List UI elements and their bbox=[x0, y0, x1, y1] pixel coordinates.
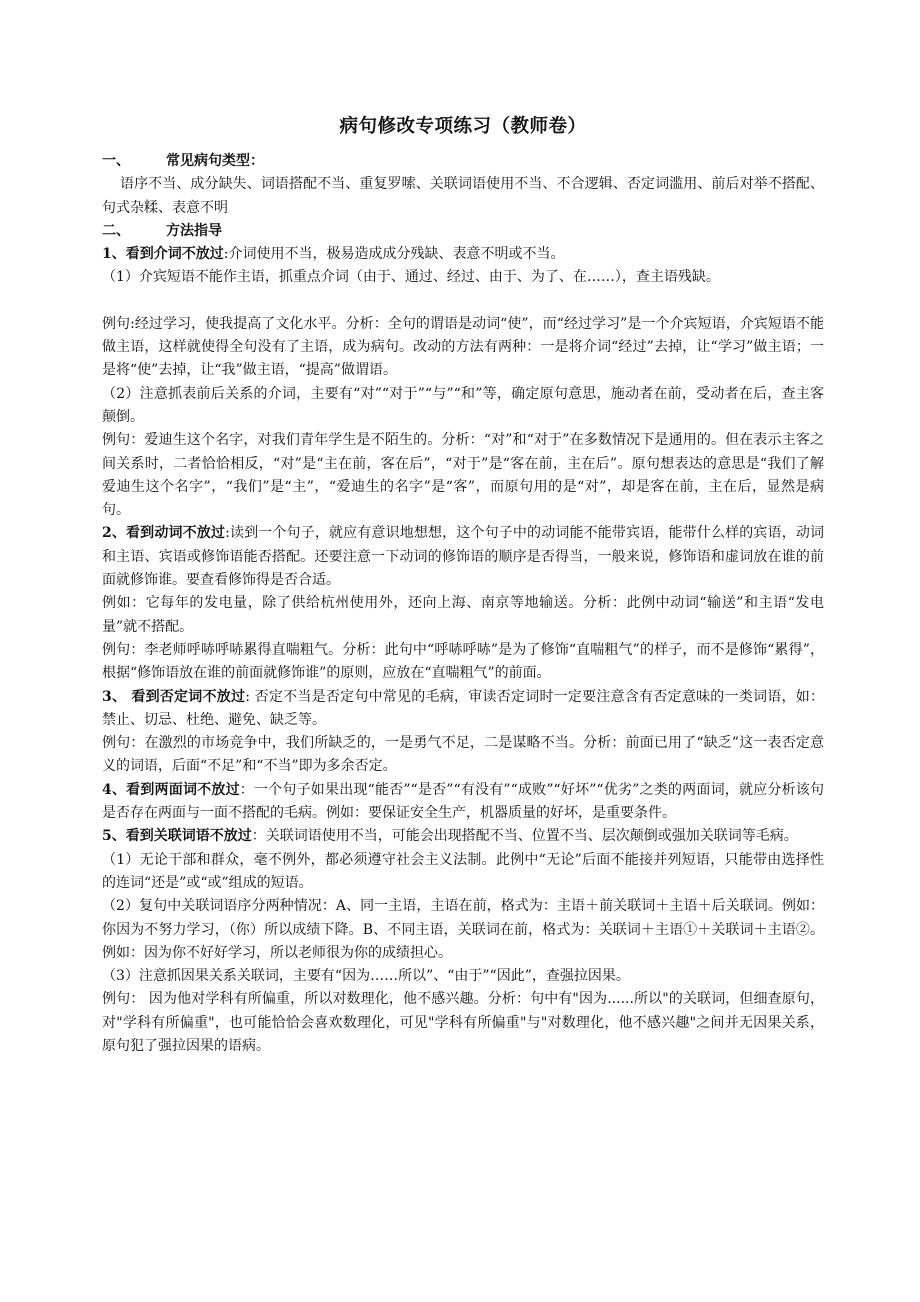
method-1-point-1: （1）介宾短语不能作主语，抓重点介词（由于、通过、经过、由于、为了、在……），查主语残缺。 bbox=[102, 269, 720, 286]
method-1-point-2: （2）注意抓表前后关系的介词，主要有“对”“对于”“与”“和”等，确定原句意思，施动者在前，受动者在后，查主客颠倒。 bbox=[102, 385, 824, 425]
method-5 bbox=[102, 825, 824, 848]
method-5-point-2: （2）复句中关联词语序分两种情况：A、同一主语，主语在前，格式为：主语＋前关联词＋主语＋后关联词。例如：你因为不努力学习，（你）所以成绩下降。B、不同主语，关联词在前，格式为：关联词＋主语①＋关联词＋主语②。例如：因为你不好好学习，所以老师很为你的成绩担心。 bbox=[102, 898, 824, 961]
method-1 bbox=[102, 243, 824, 266]
method-5-label: 5、看到关联词语不放过 bbox=[102, 828, 252, 845]
page-title: 病句修改专项练习（教师卷） bbox=[339, 116, 587, 137]
section-2-title: 方法指导 bbox=[166, 222, 222, 239]
method-3 bbox=[102, 686, 824, 733]
section-1-number: 一、 bbox=[102, 153, 130, 169]
method-5-example-1: 例句： 因为他对学科有所偏重，所以对数理化，他不感兴趣。分析：句中有"因为......所以"的关联词，但细查原句，对"学科有所偏重"，也可能恰恰会喜欢数理化，可见"学科有所偏重"与"对数理化，他不感兴趣"之间并无因果关系，原句犯了强拉因果的语病。 bbox=[102, 991, 824, 1054]
method-5-point-1: （1）无论干部和群众，毫不例外，都必须遵守社会主义法制。此例中“无论”后面不能接并列短语，只能带由选择性的连词“还是”或“或”组成的短语。 bbox=[102, 851, 824, 891]
method-3-example-1: 例句：在激烈的市场竞争中，我们所缺乏的，一是勇气不足，二是谋略不当。分析：前面已用了“缺乏”这一表否定意义的词语，后面“不足”和“不当”即为多余否定。 bbox=[102, 735, 824, 775]
section-2-number: 二、 bbox=[102, 222, 130, 239]
method-2-example-2: 例句：李老师呼哧呼哧累得直喘粗气。分析：此句中“呼哧呼哧”是为了修饰“直喘粗气”的样子，而不是修饰“累得”，根据“修饰语放在谁的前面就修饰谁”的原则，应放在“直喘粗气”的前面。 bbox=[102, 641, 824, 682]
method-4 bbox=[102, 779, 824, 826]
document-page bbox=[102, 112, 824, 1058]
method-1-label: 1、看到介词不放过 bbox=[102, 246, 224, 263]
section-1-heading bbox=[102, 150, 824, 173]
method-3-text: : 否定不当是否定句中常见的毛病，审读否定词时一定要注意含有否定意味的一类词语，如：禁止、切忌、杜绝、避免、缺乏等。 bbox=[102, 688, 824, 728]
method-1-text: :介词使用不当，极易造成成分残缺、表意不明或不当。 bbox=[223, 246, 565, 263]
method-5-text: ：关联词语使用不当，可能会出现搭配不当、位置不当、层次颠倒或强加关联词等毛病。 bbox=[251, 828, 798, 845]
method-2-text: :读到一个句子，就应有意识地想想，这个句子中的动词能不能带宾语，能带什么样的宾语，动词和主语、宾语或修饰语能否搭配。还要注意一下动词的修饰语的顺序是否得当，一般来说，修饰语和虚词放在谁的前面就修饰谁。要查看修饰得是否合适。 bbox=[102, 525, 824, 589]
method-2-label: 2、看到动词不放过 bbox=[102, 525, 226, 542]
method-1-example-1: 例句:经过学习，使我提高了文化水平。分析：全句的谓语是动词“使”，而“经过学习”是一个介宾短语，介宾短语不能做主语，这样就使得全句没有了主语，成为病句。改动的方法有两种：一是将介词“经过”去掉，让“学习”做主语；一是将“使”去掉，让“我”做主语，“提高”做谓语。 bbox=[102, 315, 824, 379]
method-4-text: ：一个句子如果出现“能否”“是否”“有没有”“成败”“好坏”“优劣”之类的两面词，就应分析该句是否存在两面与一面不搭配的毛病。例如：要保证安全生产，机器质量的好坏，是重要条件。 bbox=[102, 781, 824, 822]
method-1-example-2: 例句：爱迪生这个名字，对我们青年学生是不陌生的。分析：“对”和“对于”在多数情况下是通用的。但在表示主客之间关系时，二者恰恰相反，“对”是“主在前，客在后”，“对于”是“客在前，主在后”。原句想表达的意思是“我们了解爱迪生这个名字”，“我们”是“主”，“爱迪生的名字”是“客”，而原句用的是“对”，却是客在前，主在后，显然是病句。 bbox=[102, 432, 824, 519]
method-5-point-3: （3）注意抓因果关系关联词，主要有“因为……所以”、“由于”“因此”，查强拉因果。 bbox=[102, 968, 630, 985]
method-2-example-1: 例如：它每年的发电量，除了供给杭州使用外，还向上海、南京等地输送。分析：此例中动词“输送”和主语“发电量”就不搭配。 bbox=[102, 595, 824, 635]
section-1-content: 语序不当、成分缺失、词语搭配不当、重复罗嗦、关联词语使用不当、不合逻辑、否定词滥用、前后对举不搭配、句式杂糅、表意不明 bbox=[102, 176, 824, 216]
method-3-label: 3、 看到否定词不放过 bbox=[102, 688, 246, 705]
method-2 bbox=[102, 522, 824, 592]
method-4-label: 4、看到两面词不放过 bbox=[102, 781, 240, 798]
section-2-heading bbox=[102, 220, 824, 243]
blank-line bbox=[102, 290, 824, 313]
section-1-title: 常见病句类型： bbox=[166, 153, 264, 169]
